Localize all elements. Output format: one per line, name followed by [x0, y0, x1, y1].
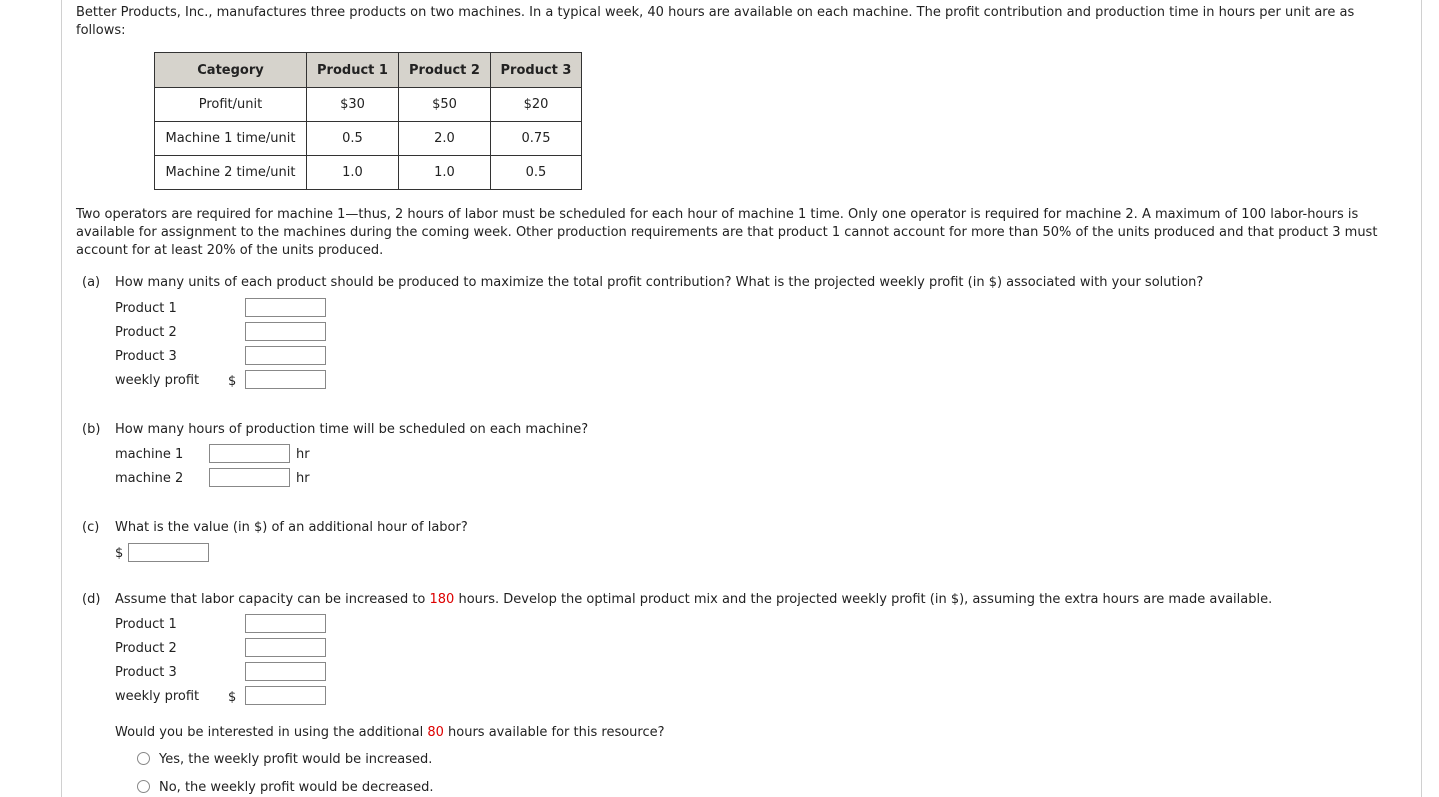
d-product-3-label: Product 3: [115, 665, 177, 680]
part-d-question: [115, 592, 1272, 607]
table-cell: $30: [307, 88, 399, 122]
d-question-post: hours. Develop the optimal product mix and the projected weekly profit (in $), assuming the extra hours are made available.: [458, 592, 1273, 607]
c-currency-symbol: $: [115, 546, 124, 561]
d-extra-hours-value: 80: [427, 725, 444, 740]
a-weekly-profit-label: weekly profit: [115, 373, 200, 388]
table-cell: $20: [491, 88, 582, 122]
table-cell: 2.0: [399, 122, 491, 156]
d-followup-question: [115, 725, 665, 740]
a-product-3-input[interactable]: [245, 346, 326, 365]
table-row: [155, 122, 582, 156]
a-product-3-label: Product 3: [115, 349, 177, 364]
part-d-marker: (d): [82, 592, 101, 607]
option-yes-label[interactable]: Yes, the weekly profit would be increased.: [159, 752, 433, 767]
option-no-radio[interactable]: [137, 780, 150, 793]
d-product-2-input[interactable]: [245, 638, 326, 657]
b-machine-2-input[interactable]: [209, 468, 290, 487]
table-cell: Profit/unit: [155, 88, 307, 122]
d-product-2-label: Product 2: [115, 641, 177, 656]
part-c-marker: (c): [82, 520, 100, 535]
d-weekly-profit-label: weekly profit: [115, 689, 200, 704]
a-product-2-input[interactable]: [245, 322, 326, 341]
part-b-marker: (b): [82, 422, 101, 437]
constraints-text: Two operators are required for machine 1—thus, 2 hours of labor must be scheduled for each hour of machine 1 time. Only one operator is required for machine 2. A maximum of 100 labor-hours is available for assignment to the machines during the coming week. Other production requirements are that product 1 cannot account for more than 50% of the units produced and that product 3 must account for at least 20% of the units produced.: [76, 207, 1378, 258]
a-product-2-label: Product 2: [115, 325, 177, 340]
part-a-marker: (a): [82, 275, 101, 290]
table-cell: 0.75: [491, 122, 582, 156]
table-header: Product 1: [307, 53, 399, 88]
c-labor-value-input[interactable]: [128, 543, 209, 562]
d-followup-pre: Would you be interested in using the additional: [115, 725, 424, 740]
b-machine-2-unit: hr: [296, 471, 310, 486]
table-header: Product 3: [491, 53, 582, 88]
d-followup-post: hours available for this resource?: [448, 725, 665, 740]
d-currency-symbol: $: [228, 690, 237, 705]
table-cell: $50: [399, 88, 491, 122]
option-no-label[interactable]: No, the weekly profit would be decreased.: [159, 780, 434, 795]
table-row: [155, 156, 582, 190]
option-yes-radio[interactable]: [137, 752, 150, 765]
intro-text: Better Products, Inc., manufactures three products on two machines. In a typical week, 40 hours are available on each machine. The profit contribution and production time in hours per unit are as follows:: [76, 5, 1355, 38]
d-weekly-profit-input[interactable]: [245, 686, 326, 705]
table-cell: Machine 1 time/unit: [155, 122, 307, 156]
table-header: Category: [155, 53, 307, 88]
d-question-pre: Assume that labor capacity can be increased to: [115, 592, 426, 607]
d-product-1-input[interactable]: [245, 614, 326, 633]
table-row: [155, 88, 582, 122]
d-product-1-label: Product 1: [115, 617, 177, 632]
a-currency-symbol: $: [228, 374, 237, 389]
table-header: Product 2: [399, 53, 491, 88]
product-table: [154, 52, 582, 190]
part-a-question: How many units of each product should be produced to maximize the total profit contribution? What is the projected weekly profit (in $) associated with your solution?: [115, 275, 1204, 290]
d-hours-value: 180: [429, 592, 455, 607]
table-cell: 0.5: [491, 156, 582, 190]
table-header-row: [155, 53, 582, 88]
b-machine-1-unit: hr: [296, 447, 310, 462]
table-cell: 1.0: [307, 156, 399, 190]
table-cell: 0.5: [307, 122, 399, 156]
b-machine-2-label: machine 2: [115, 471, 184, 486]
table-cell: 1.0: [399, 156, 491, 190]
a-weekly-profit-input[interactable]: [245, 370, 326, 389]
b-machine-1-input[interactable]: [209, 444, 290, 463]
b-machine-1-label: machine 1: [115, 447, 184, 462]
a-product-1-input[interactable]: [245, 298, 326, 317]
a-product-1-label: Product 1: [115, 301, 177, 316]
d-product-3-input[interactable]: [245, 662, 326, 681]
part-c-question: What is the value (in $) of an additional hour of labor?: [115, 520, 468, 535]
table-cell: Machine 2 time/unit: [155, 156, 307, 190]
part-b-question: How many hours of production time will be scheduled on each machine?: [115, 422, 589, 437]
